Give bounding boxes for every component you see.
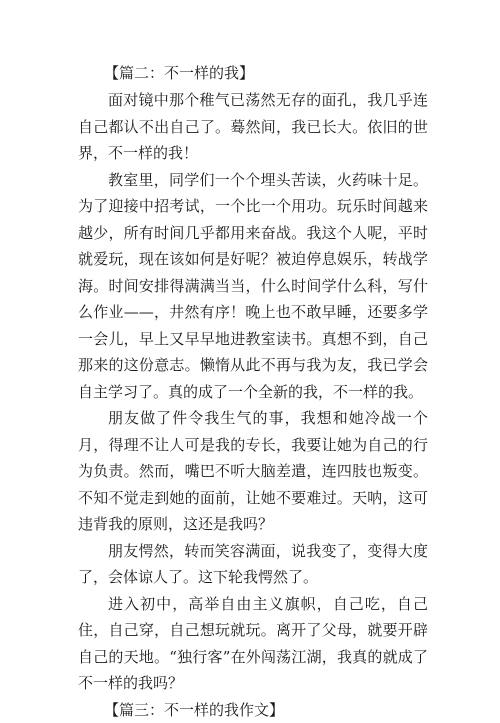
document-body <box>78 60 428 723</box>
paragraph-4: 朋友愕然，转而笑容满面，说我变了，变得大度了，会体谅人了。这下轮我愕然了。 <box>78 541 428 586</box>
section-heading-3: 【篇三：不一样的我作文】 <box>104 700 285 719</box>
paragraph-3: 朋友做了件令我生气的事，我想和她冷战一个月，得理不让人可是我的专长，我要让她为自己的行为负责。然而，嘴巴不听大脑差遣，连四肢也叛变。不知不觉走到她的面前，让她不要难过。天呐，这可违背我的原则，这还是我吗？ <box>78 409 428 533</box>
paragraph-2: 教室里，同学们一个个埋头苦读，火药味十足。为了迎接中招考试，一个比一个用功。玩乐时间越来越少，所有时间几乎都用来奋战。我这个人呢，平时就爱玩，现在该如何是好呢？被迫停息娱乐，转战学海。时间安排得满满当当，什么时间学什么科，写什么作业——，井然有序！晚上也不敢早睡，还要多学一会儿，早上又早早地进教室读书。真想不到，自己那来的这份意志。懒惰从此不再与我为友，我已学会自主学习了。真的成了一个全新的我，不一样的我。 <box>78 170 428 401</box>
paragraph-5: 进入初中，高举自由主义旗帜，自己吃，自己住，自己穿，自己想玩就玩。离开了父母，就要开辟自己的天地。“独行客”在外闯荡江湖，我真的就成了不一样的我吗？ <box>78 594 428 692</box>
section-heading-2: 【篇二：不一样的我】 <box>104 64 255 82</box>
paragraph-1: 面对镜中那个稚气已荡然无存的面孔，我几乎连自己都认不出自己了。蓦然间，我已长大。依旧的世界，不一样的我！ <box>78 91 428 162</box>
